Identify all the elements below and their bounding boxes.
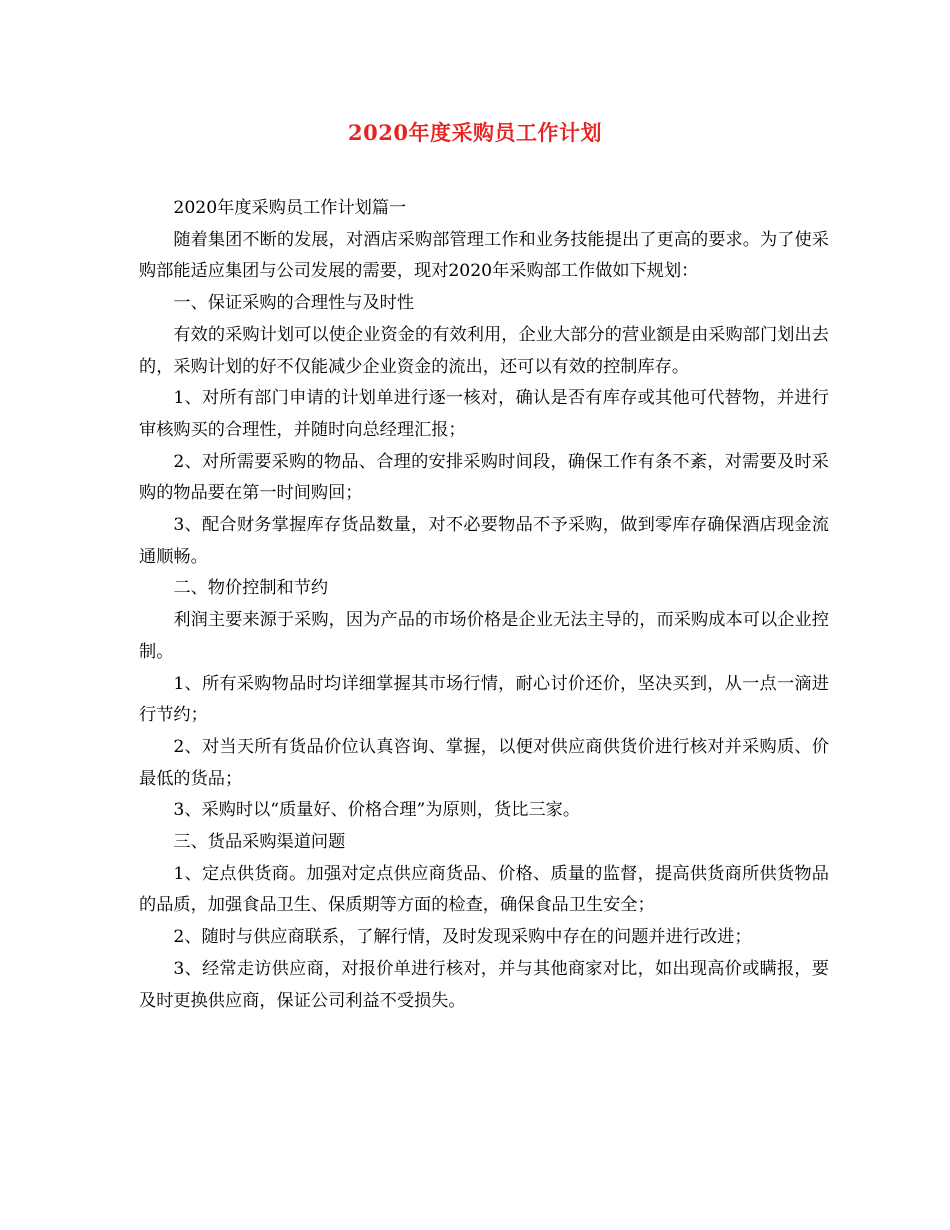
section-heading: 二、物价控制和节约: [173, 578, 329, 599]
section-heading: 一、保证采购的合理性与及时性: [173, 293, 415, 314]
list-item: 3、配合财务掌握库存货品数量，对不必要物品不予采购，做到零库存确保酒店现金流通顺畅。: [139, 515, 829, 567]
list-item: 1、所有采购物品时均详细掌握其市场行情，耐心讨价还价，坚决买到，从一点一滴进行节约；: [139, 673, 829, 726]
section-heading: 三、货品采购渠道问题: [173, 832, 346, 853]
list-item: 1、定点供货商。加强对定点供应商货品、价格、质量的监督，提高供货商所供货物品的品质，加强食品卫生、保质期等方面的检查，确保食品卫生安全；: [139, 863, 829, 916]
document-title: 2020年度采购员工作计划: [348, 120, 602, 145]
list-item: 3、采购时以“质量好、价格合理”为原则，货比三家。: [173, 800, 581, 821]
paragraph: 2020年度采购员工作计划篇一: [173, 198, 407, 218]
list-item: 1、对所有部门申请的计划单进行逐一核对，确认是否有库存或其他可代替物，并进行审核购买的合理性，并随时向总经理汇报；: [139, 388, 829, 440]
list-item: 2、随时与供应商联系，了解行情，及时发现采购中存在的问题并进行改进；: [173, 927, 752, 948]
list-item: 2、对所需要采购的物品、合理的安排采购时间段，确保工作有条不紊，对需要及时采购的物品要在第一时间购回；: [139, 451, 829, 504]
paragraph: 随着集团不断的发展，对酒店采购部管理工作和业务技能提出了更高的要求。为了使采购部能适应集团与公司发展的需要，现对2020年采购部工作做如下规划：: [139, 229, 829, 282]
paragraph: 利润主要来源于采购，因为产品的市场价格是企业无法主导的，而采购成本可以企业控制。: [139, 610, 829, 662]
list-item: 2、对当天所有货品价位认真咨询、掌握，以便对供应商供货价进行核对并采购质、价最低的货品；: [139, 736, 829, 789]
document-body: [139, 193, 829, 1017]
paragraph: 有效的采购计划可以使企业资金的有效利用，企业大部分的营业额是由采购部门划出去的，采购计划的好不仅能减少企业资金的流出，还可以有效的控制库存。: [139, 324, 829, 377]
list-item: 3、经常走访供应商，对报价单进行核对，并与其他商家对比，如出现高价或瞒报，要及时更换供应商，保证公司利益不受损失。: [139, 958, 829, 1011]
